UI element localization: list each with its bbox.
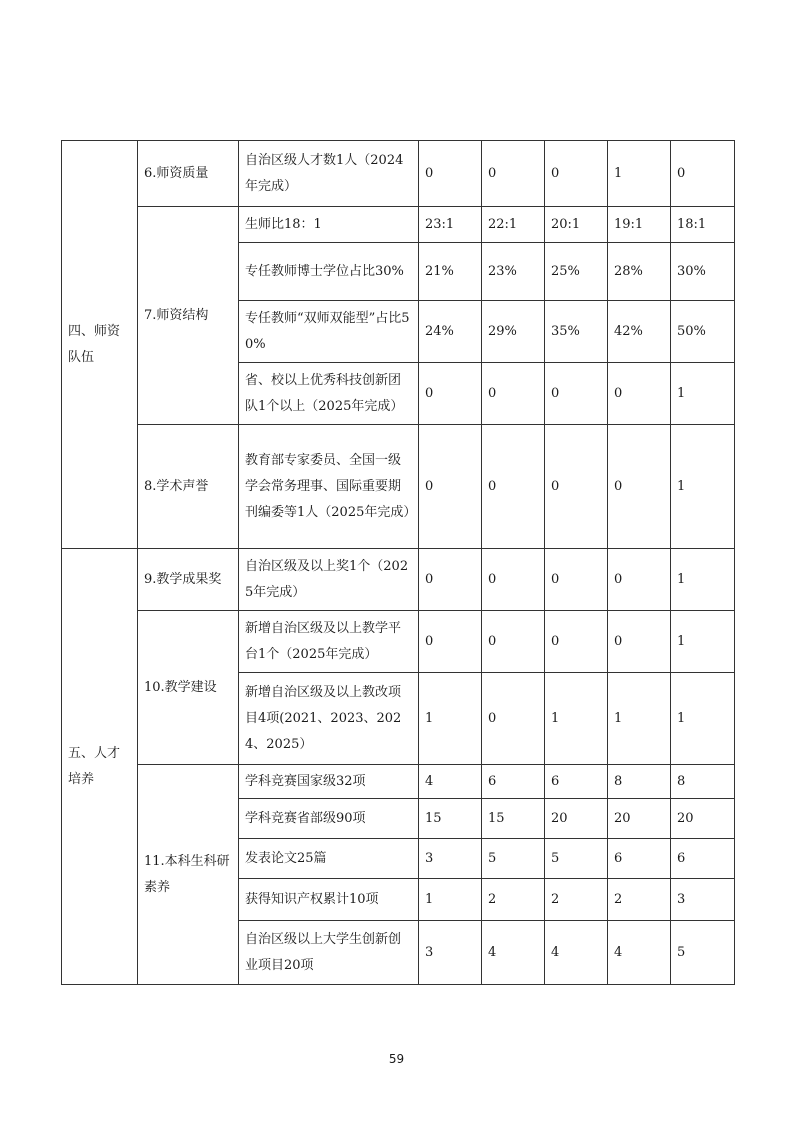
value-cell: 0 (419, 425, 482, 549)
value-cell: 0 (482, 673, 545, 765)
value-cell: 0 (419, 141, 482, 207)
value-cell: 6 (545, 765, 608, 799)
value-cell: 0 (482, 425, 545, 549)
value-cell: 1 (419, 673, 482, 765)
table-row (62, 425, 735, 549)
value-cell: 0 (545, 141, 608, 207)
value-cell: 1 (671, 363, 735, 425)
value-cell: 0 (608, 363, 671, 425)
value-cell: 15 (419, 799, 482, 839)
value-cell: 20 (545, 799, 608, 839)
value-cell: 1 (608, 673, 671, 765)
value-cell: 4 (482, 921, 545, 985)
value-cell: 23% (482, 243, 545, 301)
item-cell: 10.教学建设 (138, 611, 239, 765)
value-cell: 0 (419, 549, 482, 611)
indicator-cell: 新增自治区级及以上教学平台1个（2025年完成） (239, 611, 419, 673)
value-cell: 15 (482, 799, 545, 839)
indicator-cell: 发表论文25篇 (239, 839, 419, 879)
value-cell: 21% (419, 243, 482, 301)
item-cell: 7.师资结构 (138, 207, 239, 425)
value-cell: 18:1 (671, 207, 735, 243)
value-cell: 6 (482, 765, 545, 799)
item-cell: 11.本科生科研素养 (138, 765, 239, 985)
indicator-cell: 生师比18：1 (239, 207, 419, 243)
value-cell: 20 (608, 799, 671, 839)
item-cell: 8.学术声誉 (138, 425, 239, 549)
value-cell: 5 (671, 921, 735, 985)
page-number: 59 (388, 1052, 405, 1066)
value-cell: 0 (482, 611, 545, 673)
value-cell: 3 (671, 879, 735, 921)
value-cell: 5 (482, 839, 545, 879)
item-cell: 9.教学成果奖 (138, 549, 239, 611)
value-cell: 23:1 (419, 207, 482, 243)
value-cell: 1 (671, 549, 735, 611)
value-cell: 0 (608, 549, 671, 611)
table-row (62, 765, 735, 799)
value-cell: 20 (671, 799, 735, 839)
table-row (62, 207, 735, 243)
value-cell: 20:1 (545, 207, 608, 243)
value-cell: 0 (482, 363, 545, 425)
indicator-cell: 专任教师“双师双能型”占比50% (239, 301, 419, 363)
value-cell: 4 (419, 765, 482, 799)
value-cell: 3 (419, 921, 482, 985)
value-cell: 0 (482, 141, 545, 207)
table-row (62, 611, 735, 673)
value-cell: 1 (545, 673, 608, 765)
value-cell: 24% (419, 301, 482, 363)
value-cell: 0 (419, 363, 482, 425)
indicator-cell: 学科竞赛省部级90项 (239, 799, 419, 839)
value-cell: 2 (608, 879, 671, 921)
table-row (62, 141, 735, 207)
indicator-cell: 学科竞赛国家级32项 (239, 765, 419, 799)
value-cell: 1 (419, 879, 482, 921)
value-cell: 4 (545, 921, 608, 985)
value-cell: 30% (671, 243, 735, 301)
value-cell: 0 (419, 611, 482, 673)
indicator-cell: 自治区级以上大学生创新创业项目20项 (239, 921, 419, 985)
value-cell: 0 (545, 549, 608, 611)
value-cell: 19:1 (608, 207, 671, 243)
indicator-table (61, 140, 735, 985)
indicator-cell: 教育部专家委员、全国一级学会常务理事、国际重要期刊编委等1人（2025年完成） (239, 425, 419, 549)
value-cell: 1 (671, 673, 735, 765)
value-cell: 0 (608, 425, 671, 549)
value-cell: 2 (482, 879, 545, 921)
value-cell: 8 (671, 765, 735, 799)
value-cell: 0 (482, 549, 545, 611)
indicator-cell: 新增自治区级及以上教改项目4项(2021、2023、2024、2025） (239, 673, 419, 765)
value-cell: 1 (671, 425, 735, 549)
value-cell: 3 (419, 839, 482, 879)
value-cell: 6 (608, 839, 671, 879)
value-cell: 4 (608, 921, 671, 985)
value-cell: 6 (671, 839, 735, 879)
section-cell: 四、师资队伍 (62, 141, 138, 549)
indicator-cell: 自治区级人才数1人（2024年完成） (239, 141, 419, 207)
value-cell: 1 (608, 141, 671, 207)
value-cell: 28% (608, 243, 671, 301)
value-cell: 22:1 (482, 207, 545, 243)
value-cell: 0 (671, 141, 735, 207)
value-cell: 35% (545, 301, 608, 363)
value-cell: 1 (671, 611, 735, 673)
value-cell: 50% (671, 301, 735, 363)
value-cell: 0 (608, 611, 671, 673)
value-cell: 42% (608, 301, 671, 363)
value-cell: 25% (545, 243, 608, 301)
value-cell: 8 (608, 765, 671, 799)
value-cell: 5 (545, 839, 608, 879)
indicator-cell: 获得知识产权累计10项 (239, 879, 419, 921)
section-cell: 五、人才培养 (62, 549, 138, 985)
indicator-cell: 省、校以上优秀科技创新团队1个以上（2025年完成） (239, 363, 419, 425)
indicator-cell: 自治区级及以上奖1个（2025年完成） (239, 549, 419, 611)
value-cell: 0 (545, 611, 608, 673)
value-cell: 0 (545, 363, 608, 425)
indicator-cell: 专任教师博士学位占比30% (239, 243, 419, 301)
value-cell: 29% (482, 301, 545, 363)
table-row (62, 549, 735, 611)
value-cell: 2 (545, 879, 608, 921)
item-cell: 6.师资质量 (138, 141, 239, 207)
value-cell: 0 (545, 425, 608, 549)
